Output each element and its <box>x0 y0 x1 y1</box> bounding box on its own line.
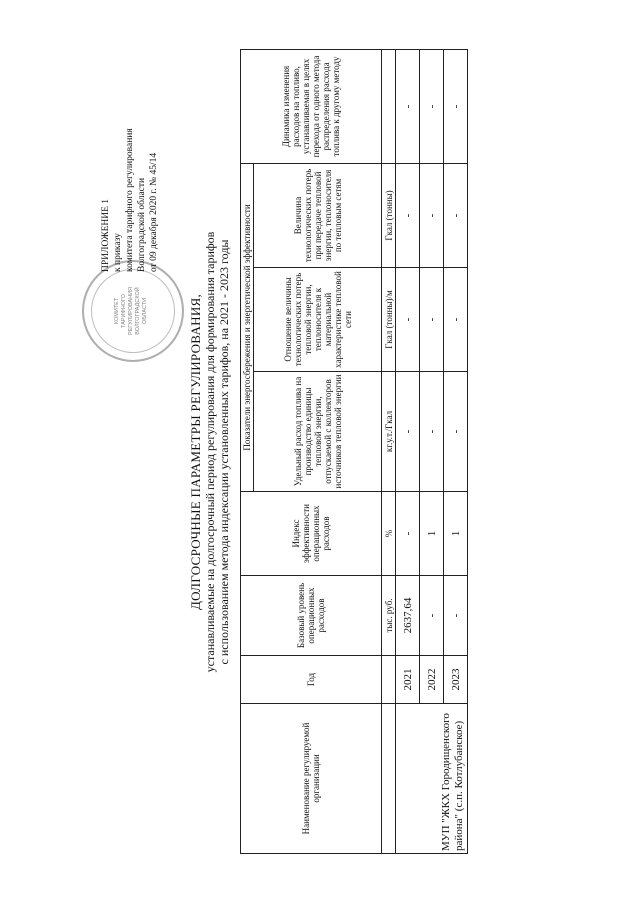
landscape-page <box>60 42 580 862</box>
title-sub-1: устанавливаемые на долгосрочный период регулирования для формирования тарифов <box>203 231 217 673</box>
title-main: ДОЛГОСРОЧНЫЕ ПАРАМЕТРЫ РЕГУЛИРОВАНИЯ, <box>188 293 203 611</box>
stamp-line: КОМИТЕТ <box>114 297 120 325</box>
appendix-block <box>100 52 160 272</box>
cell-specific: - <box>396 372 420 492</box>
header-losses: Величина технологических потерь при передаче тепловой энергии, теплоносителя по тепловым сетям <box>254 163 382 267</box>
cell-year: 2023 <box>444 656 468 704</box>
cell-ratio: - <box>420 268 444 372</box>
header-specific: Удельный расход топлива на производство единицы тепловой энергии, отпускаемой с коллекторов источников тепловой энергии <box>254 372 382 492</box>
appendix-title: ПРИЛОЖЕНИЕ 1 <box>101 198 111 272</box>
header-row <box>241 49 254 853</box>
stamp-line: ТАРИФНОГО <box>121 294 127 328</box>
unit-cell <box>382 49 396 163</box>
appendix-line: комитета тарифного регулирования <box>125 128 135 272</box>
cell-base: - <box>420 576 444 656</box>
cell-specific: - <box>444 372 468 492</box>
cell-base: - <box>444 576 468 656</box>
stamp-line: ВОЛГОГРАДСКОЙ <box>135 287 141 335</box>
parameters-table <box>240 49 468 854</box>
cell-losses: - <box>420 163 444 267</box>
cell-dynamics: - <box>396 49 420 163</box>
stamp-text <box>114 284 149 338</box>
title-sub-2: с использованием метода индексации установленных тарифов, на 2021 - 2023 годы <box>217 239 231 665</box>
appendix-line: Волгоградской области <box>137 177 147 272</box>
org-name <box>396 704 468 854</box>
header-ratio: Отношение величины технологических потерь тепловой энергии, теплоносителя к материальной характеристике тепловой сети <box>254 268 382 372</box>
unit-cell <box>382 656 396 704</box>
cell-year: 2021 <box>396 656 420 704</box>
stamp-line: РЕГУЛИРОВАНИЯ <box>128 286 134 336</box>
cell-index: 1 <box>444 492 468 576</box>
org-name-text: МУП "ЖКХ Городищенского района" (с.п. Котлубанское) <box>440 713 465 851</box>
cell-index: 1 <box>420 492 444 576</box>
cell-index: - <box>396 492 420 576</box>
unit-cell: кг.у.т./Гкал <box>382 372 396 492</box>
document-title <box>188 42 231 862</box>
unit-cell: тыс. руб. <box>382 576 396 656</box>
header-base: Базовый уровень операционных расходов <box>241 576 382 656</box>
units-row <box>382 49 396 853</box>
cell-losses: - <box>396 163 420 267</box>
cell-specific: - <box>420 372 444 492</box>
cell-dynamics: - <box>420 49 444 163</box>
cell-year: 2022 <box>420 656 444 704</box>
unit-cell: Гкал (тонны) <box>382 163 396 267</box>
stamp-line: ОБЛАСТИ <box>142 297 148 325</box>
appendix-date: от 09 декабря 2020 г. № 45/14 <box>149 152 159 272</box>
cell-losses: - <box>444 163 468 267</box>
cell-base: 2637,64 <box>396 576 420 656</box>
official-stamp <box>82 260 184 362</box>
header-index: Индекс эффективности операционных расходов <box>241 492 382 576</box>
header-energy-group: Показатели энергосбережения и энергетической эффективности <box>241 163 254 491</box>
cell-dynamics: - <box>444 49 468 163</box>
unit-cell <box>382 704 396 854</box>
unit-cell: Гкал (тонны)/м <box>382 268 396 372</box>
cell-ratio: - <box>396 268 420 372</box>
cell-ratio: - <box>444 268 468 372</box>
appendix-line: к приказу <box>113 233 123 272</box>
header-dynamics: Динамика изменения расходов на топливо, устанавливаемая в целях перехода от одного метода распределения расхода топлива к другому методу <box>241 49 382 163</box>
header-year: Год <box>241 656 382 704</box>
header-org: Наименование регулируемой организации <box>241 704 382 854</box>
table-row <box>396 49 420 853</box>
unit-cell: % <box>382 492 396 576</box>
